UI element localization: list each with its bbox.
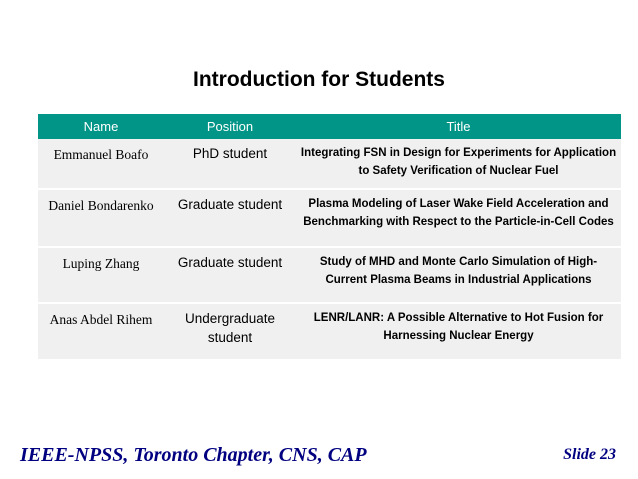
student-position: Undergraduate student [164, 303, 296, 359]
thesis-title: LENR/LANR: A Possible Alternative to Hot Fusion for Harnessing Nuclear Energy [296, 303, 621, 359]
student-position: PhD student [164, 139, 296, 189]
student-position: Graduate student [164, 247, 296, 303]
student-position: Graduate student [164, 189, 296, 247]
header-position: Position [164, 114, 296, 139]
slide-number: Slide 23 [563, 446, 616, 463]
table-row [38, 303, 621, 359]
footer-organization: IEEE-NPSS, Toronto Chapter, CNS, CAP [20, 444, 367, 466]
table-row [38, 139, 621, 189]
thesis-title: Integrating FSN in Design for Experiments for Application to Safety Verification of Nuclear Fuel [296, 139, 621, 189]
table-header-row [38, 114, 621, 139]
slide-title: Introduction for Students [193, 68, 445, 91]
header-name: Name [38, 114, 164, 139]
table-row [38, 189, 621, 247]
student-name: Emmanuel Boafo [38, 139, 164, 189]
thesis-title: Study of MHD and Monte Carlo Simulation of High-Current Plasma Beams in Industrial Applications [296, 247, 621, 303]
thesis-title: Plasma Modeling of Laser Wake Field Acceleration and Benchmarking with Respect to the Particle-in-Cell Codes [296, 189, 621, 247]
table-row [38, 247, 621, 303]
student-name: Luping Zhang [38, 247, 164, 303]
student-name: Anas Abdel Rihem [38, 303, 164, 359]
students-table [38, 114, 621, 359]
header-title: Title [296, 114, 621, 139]
student-name: Daniel Bondarenko [38, 189, 164, 247]
